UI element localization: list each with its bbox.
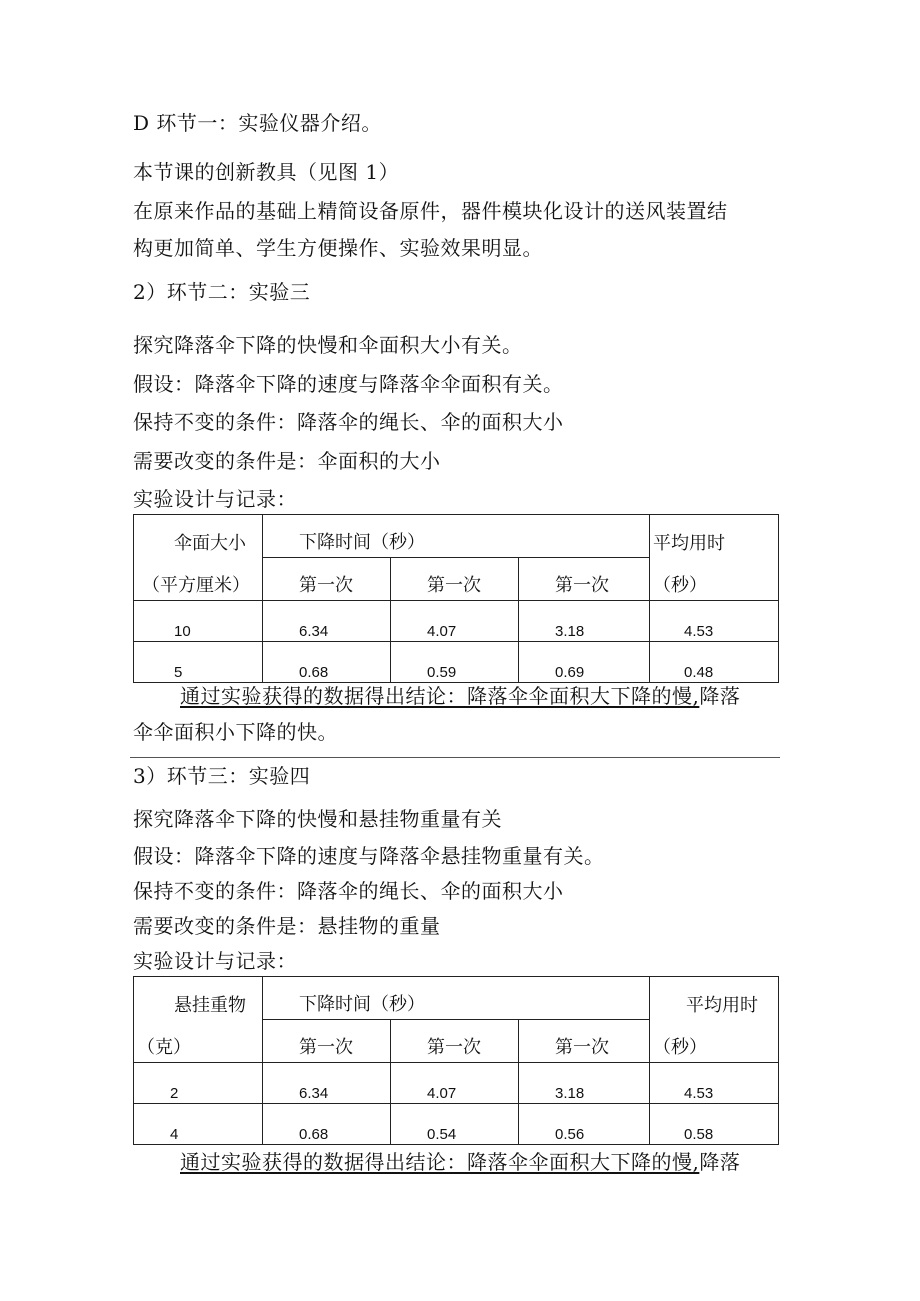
section2-heading: 2）环节二：实验三 bbox=[133, 280, 311, 304]
table-header-avg-top: 平均用时 bbox=[650, 515, 779, 558]
section3-line2: 假设：降落伞下降的速度与降落伞悬挂物重量有关。 bbox=[133, 844, 605, 868]
table-cell: 2 bbox=[134, 1063, 263, 1104]
table-group-header: 下降时间（秒） bbox=[263, 515, 650, 558]
section3-line5: 实验设计与记录： bbox=[133, 949, 297, 973]
section2-conclusion-tail: 降落 bbox=[699, 684, 741, 708]
section2-line2: 假设：降落伞下降的速度与降落伞伞面积有关。 bbox=[133, 372, 564, 396]
section1-heading: D 环节一：实验仪器介绍。 bbox=[133, 111, 382, 135]
table-cell: 6.34 bbox=[263, 601, 391, 642]
section3-conclusion bbox=[180, 1150, 740, 1174]
table-cell: 0.56 bbox=[519, 1104, 650, 1145]
table-group-header: 下降时间（秒） bbox=[263, 977, 650, 1020]
table-header-col1-bottom: （平方厘米） bbox=[134, 558, 263, 601]
section2-line3: 保持不变的条件：降落伞的绳长、伞的面积大小 bbox=[133, 410, 564, 434]
table-cell: 6.34 bbox=[263, 1063, 391, 1104]
table-cell: 0.59 bbox=[391, 642, 519, 683]
divider bbox=[130, 757, 780, 758]
table-cell: 10 bbox=[134, 601, 263, 642]
table-experiment4 bbox=[133, 976, 779, 1145]
table-header-col1-top: 悬挂重物 bbox=[134, 977, 263, 1020]
table-row bbox=[134, 601, 779, 642]
section2-line5: 实验设计与记录： bbox=[133, 487, 297, 511]
section1-desc-line2: 构更加简单、学生方便操作、实验效果明显。 bbox=[133, 236, 543, 260]
table-header-col1-bottom: （克） bbox=[134, 1020, 263, 1063]
table-header-trial3: 第一次 bbox=[519, 1020, 650, 1063]
table-cell: 4.07 bbox=[391, 1063, 519, 1104]
table-cell: 0.58 bbox=[650, 1104, 779, 1145]
table-cell: 4 bbox=[134, 1104, 263, 1145]
table-header-trial3: 第一次 bbox=[519, 558, 650, 601]
table-header-avg-top: 平均用时 bbox=[650, 977, 779, 1020]
table-header-trial2: 第一次 bbox=[391, 1020, 519, 1063]
section2-conclusion bbox=[180, 684, 740, 708]
section2-line1: 探究降落伞下降的快慢和伞面积大小有关。 bbox=[133, 333, 523, 357]
table-cell: 0.68 bbox=[263, 642, 391, 683]
table-row bbox=[134, 642, 779, 683]
table-header-trial2: 第一次 bbox=[391, 558, 519, 601]
table-row bbox=[134, 1063, 779, 1104]
section3-heading: 3）环节三：实验四 bbox=[133, 764, 311, 788]
table-header-col1-top: 伞面大小 bbox=[134, 515, 263, 558]
section2-conclusion-line2: 伞伞面积小下降的快。 bbox=[133, 720, 338, 744]
table-cell: 0.69 bbox=[519, 642, 650, 683]
section3-conclusion-tail: 降落 bbox=[699, 1150, 741, 1174]
section2-line4: 需要改变的条件是：伞面积的大小 bbox=[133, 449, 441, 473]
table-header-trial1: 第一次 bbox=[263, 558, 391, 601]
table-cell: 0.48 bbox=[650, 642, 779, 683]
section3-line1: 探究降落伞下降的快慢和悬挂物重量有关 bbox=[133, 807, 502, 831]
section1-intro: 本节课的创新教具（见图 1） bbox=[133, 160, 400, 184]
table-row bbox=[134, 1104, 779, 1145]
table-cell: 0.54 bbox=[391, 1104, 519, 1145]
table-cell: 3.18 bbox=[519, 601, 650, 642]
section3-line3: 保持不变的条件：降落伞的绳长、伞的面积大小 bbox=[133, 879, 564, 903]
table-header-avg-bottom: （秒） bbox=[650, 1020, 779, 1063]
section1-desc-line1: 在原来作品的基础上精简设备原件，器件模块化设计的送风装置结 bbox=[133, 199, 728, 223]
section2-conclusion-underlined: 通过实验获得的数据得出结论：降落伞伞面积大下降的慢, bbox=[180, 684, 700, 708]
table-cell: 4.53 bbox=[650, 601, 779, 642]
table-header-avg-bottom: （秒） bbox=[650, 558, 779, 601]
table-header-trial1: 第一次 bbox=[263, 1020, 391, 1063]
table-cell: 3.18 bbox=[519, 1063, 650, 1104]
section3-conclusion-underlined: 通过实验获得的数据得出结论：降落伞伞面积大下降的慢, bbox=[180, 1150, 700, 1174]
table-experiment3 bbox=[133, 514, 779, 683]
table-cell: 0.68 bbox=[263, 1104, 391, 1145]
table-cell: 4.07 bbox=[391, 601, 519, 642]
section3-line4: 需要改变的条件是：悬挂物的重量 bbox=[133, 914, 441, 938]
table-cell: 5 bbox=[134, 642, 263, 683]
table-cell: 4.53 bbox=[650, 1063, 779, 1104]
